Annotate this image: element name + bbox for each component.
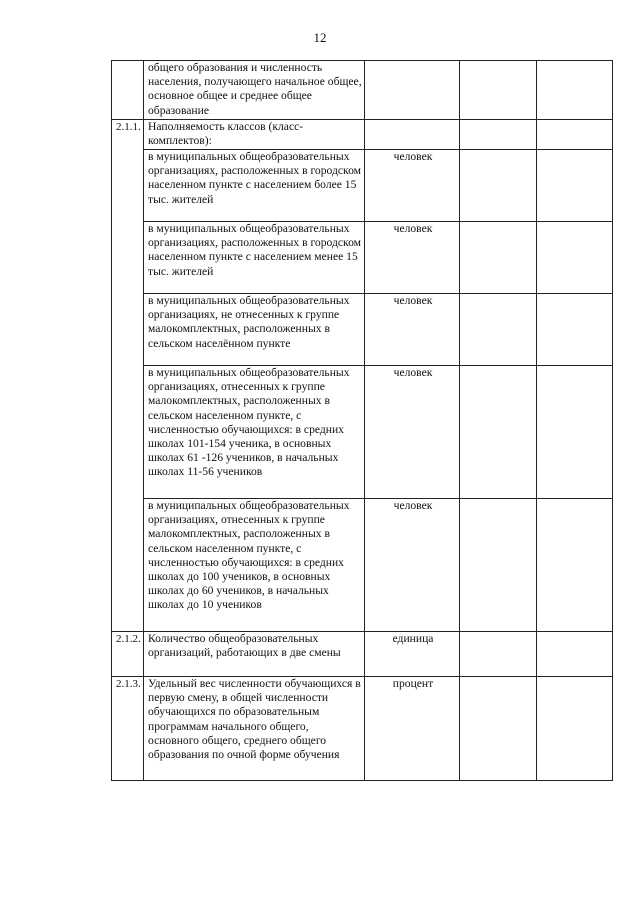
- value-cell: [537, 294, 613, 366]
- row-number: 2.1.1.: [112, 120, 144, 632]
- table-row: [112, 222, 613, 294]
- table-row: [112, 150, 613, 222]
- value-cell: [460, 366, 537, 499]
- indicator-description: Количество общеобразовательных организаций, работающих в две смены: [144, 632, 365, 677]
- value-cell: [537, 632, 613, 677]
- table-row: [112, 61, 613, 120]
- value-cell: [537, 150, 613, 222]
- indicator-description: в муниципальных общеобразовательных организациях, расположенных в городском населенном пункте с населением менее 15 тыс. жителей: [144, 222, 365, 294]
- unit-of-measure: человек: [365, 366, 460, 499]
- unit-of-measure: человек: [365, 222, 460, 294]
- unit-of-measure: человек: [365, 150, 460, 222]
- value-cell: [460, 499, 537, 632]
- indicator-description: в муниципальных общеобразовательных организациях, не отнесенных к группе малокомплектных, расположенных в сельском населённом пункте: [144, 294, 365, 366]
- unit-of-measure: человек: [365, 294, 460, 366]
- value-cell: [460, 61, 537, 120]
- unit-of-measure: [365, 61, 460, 120]
- value-cell: [460, 150, 537, 222]
- value-cell: [537, 61, 613, 120]
- table-row: [112, 366, 613, 499]
- unit-of-measure: процент: [365, 677, 460, 781]
- table-row: [112, 677, 613, 781]
- unit-of-measure: единица: [365, 632, 460, 677]
- value-cell: [460, 222, 537, 294]
- value-cell: [537, 677, 613, 781]
- table-row: [112, 294, 613, 366]
- unit-of-measure: [365, 120, 460, 150]
- indicator-description: в муниципальных общеобразовательных организациях, отнесенных к группе малокомплектных, расположенных в сельском населенном пункте, с численностью обучающихся: в средних школах до 100 учеников, в основных школах до 60 учеников, в начальных школах до 10 учеников: [144, 499, 365, 632]
- row-number: [112, 61, 144, 120]
- value-cell: [460, 632, 537, 677]
- value-cell: [460, 120, 537, 150]
- value-cell: [537, 222, 613, 294]
- row-number: 2.1.2.: [112, 632, 144, 677]
- indicator-description: общего образования и численность населения, получающего начальное общее, основное общее и среднее общее образование: [144, 61, 365, 120]
- unit-of-measure: человек: [365, 499, 460, 632]
- value-cell: [460, 294, 537, 366]
- indicator-description: Наполняемость классов (класс-комплектов):: [144, 120, 365, 150]
- table-row: [112, 632, 613, 677]
- indicator-description: Удельный вес численности обучающихся в первую смену, в общей численности обучающихся по образовательным программам начального общего, основного общего, среднего общего образования по очной форме обучения: [144, 677, 365, 781]
- indicator-table: [111, 60, 613, 781]
- value-cell: [537, 120, 613, 150]
- indicator-description: в муниципальных общеобразовательных организациях, отнесенных к группе малокомплектных, расположенных в сельском населенном пункте, с численностью обучающихся: в средних школах 101-154 ученика, в основных школах 61 -126 учеников, в начальных школах 11-56 учеников: [144, 366, 365, 499]
- page-number: 12: [313, 30, 327, 45]
- value-cell: [460, 677, 537, 781]
- row-number: 2.1.3.: [112, 677, 144, 781]
- value-cell: [537, 366, 613, 499]
- table-row: [112, 120, 613, 150]
- indicator-description: в муниципальных общеобразовательных организациях, расположенных в городском населенном пункте с населением более 15 тыс. жителей: [144, 150, 365, 222]
- value-cell: [537, 499, 613, 632]
- table-row: [112, 499, 613, 632]
